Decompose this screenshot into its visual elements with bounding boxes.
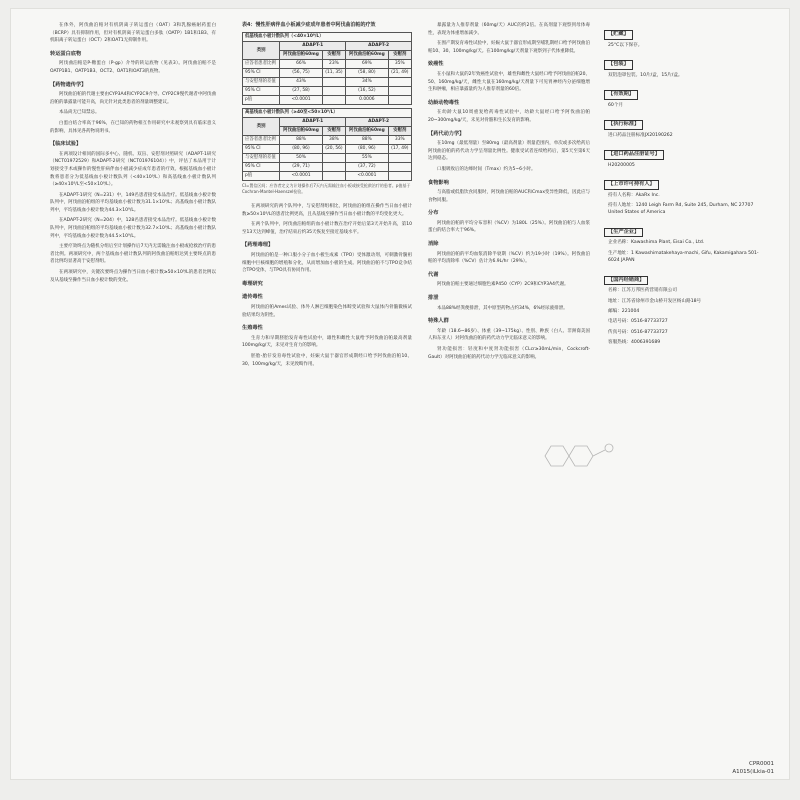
section-title: 幼龄动物毒性 (428, 99, 460, 106)
table-header-cell: 类别 (243, 42, 280, 60)
paragraph: 本品88%经粪便排泄，其中原型药物占约34%，6%经尿液排泄。 (437, 305, 568, 311)
paragraph: 与高脂或低脂饮食同服时，阿伐曲泊帕的AUC和Cmax变异性降低，因此应与食物同服。 (428, 190, 590, 203)
paragraph: 在ADAPT-2研究（N=204）中，128名患者接受本品治疗。低基线血小板计数队列中，阿伐曲泊帕组的平均基线血小板计数为32.7×10⁹/L；高基线血小板计数队列中，平均基线血小板计数为44.5×10⁹/L。 (50, 218, 216, 239)
section-title: 排泄 (428, 295, 439, 302)
info-value: H20200005 (608, 162, 635, 168)
table-row (243, 96, 412, 105)
table-header-cell: ADAPT-2 (346, 118, 412, 127)
section-title: 生殖毒性 (242, 325, 263, 332)
info-heading: 【国内经销商】 (604, 276, 648, 286)
table-cell (388, 78, 411, 87)
table-cell: (27, 58) (280, 87, 323, 96)
table-row (243, 163, 412, 172)
paragraph: 阿伐曲泊帕Ames试验、体外人淋巴细胞染色体畸变试验和大鼠体内骨髓微核试验结果均为阴性。 (242, 304, 412, 318)
paragraph: 年龄（18.6~86岁）、体重（39~175kg）、性别、种族（白人、非洲裔美国人和东亚人）对阿伐曲泊帕的药代动力学无临床意义的影响。 (428, 328, 590, 342)
paragraph: 在两个队列中，阿伐曲泊帕组的血小板计数在治疗开始后第3天开始升高，第10至13天达到峰值，治疗结束后约35天恢复至接近基线水平。 (242, 222, 412, 235)
table-cell: p值 (243, 96, 280, 105)
info-line: 持有人地址：1240 Leigh Farm Rd, Suite 245, Durham, NC 27707 United States of America (608, 203, 754, 216)
table-row (243, 136, 412, 145)
table-cell: 35% (388, 60, 411, 69)
section-title: 消除 (428, 241, 439, 248)
table-cell (388, 172, 411, 181)
efficacy-table-low (242, 32, 412, 105)
info-value: 双铝泡罩包装。10片/盒，15片/盒。 (608, 72, 683, 78)
info-line: 企业名称：Kawashima Plant, Eisai Co., Ltd. (608, 240, 705, 246)
section-title: 【药理毒理】 (242, 242, 274, 249)
paragraph: 在围产期发育毒性试验中，妊娠大鼠于器官形成期至哺乳期经口给予阿伐曲泊帕10、30、100mg/kg/天。在100mg/kg/天剂量下观察到子代体重降低。 (428, 41, 590, 54)
table-cell: 50% (280, 154, 323, 163)
table-cell: 95% CI (243, 69, 280, 78)
table-cell: (11, 35) (322, 69, 345, 78)
section-title: 转运蛋白底物 (50, 50, 82, 57)
section-title: 【临床试验】 (50, 141, 82, 148)
table-subheader-cell: 安慰剂 (322, 127, 345, 136)
table-note: CI=置信区间；应答者定义为计划操作后7天内无需输注血小板或接受抢救治疗的患者。p值基于Cochran-Mantel-Haenszel检验。 (242, 183, 411, 194)
paragraph: 阿伐曲泊帕是一种口服小分子血小板生成素（TPO）受体激动剂，可刺激骨髓祖细胞中巨核细胞的增殖和分化，从而增加血小板的生成。阿伐曲泊帕不与TPO竞争结合TPO受体，与TPO具有协同作用。 (242, 252, 412, 274)
info-heading: 【上市许可持有人】 (604, 180, 659, 190)
table-cell: 与安慰剂的差值 (243, 78, 280, 87)
table-cell: (29, 71) (280, 163, 323, 172)
info-value: 进口药品注册标准JX20190262 (608, 132, 673, 138)
paragraph: 在两项设计相同的国际多中心、随机、双盲、安慰剂对照研究（ADAPT-1研究（NCT01972529）和ADAPT-2研究（NCT01976104））中，评估了本品用于计划接受手术或操作的慢性肝病伴血小板减少症成年患者的疗效。根据基线血小板计数将患者分为低基线血小板计数队列（<40×10⁹/L）和高基线血小板计数队列（≥40×10⁹/L至<50×10⁹/L）。 (50, 151, 216, 188)
table-row (243, 172, 412, 181)
table-cell: 95% CI (243, 163, 280, 172)
table-cell (388, 96, 411, 105)
table-cell: 应答者患者比例 (243, 60, 280, 69)
table-cell: 88% (346, 136, 389, 145)
footer-code-1: CPR0001 (749, 761, 774, 767)
table-cell (322, 154, 345, 163)
info-line: 名称：江苏万邦医药营销有限公司 (608, 288, 677, 294)
table-cell: (80, 96) (280, 145, 323, 154)
table-section-title: 低基线血小板计数队列（<40×10⁹/L） (243, 33, 412, 42)
paragraph: 阿伐曲泊帕的平均血浆消除半衰期（%CV）约为19小时（19%）。阿伐曲泊帕的平均清除率（%CV）估计为6.9L/hr（29%）。 (428, 251, 590, 265)
info-line: 地址：江苏省徐州市金山桥开发区杨山路18号 (608, 298, 702, 304)
table-subheader-cell: 安慰剂 (388, 127, 411, 136)
table-row (243, 154, 412, 163)
table-caption: 表4：慢性肝病伴血小板减少症成年患者中阿伐曲泊帕的疗效 (242, 22, 376, 28)
column-4 (604, 22, 764, 350)
table-header-cell: 类别 (243, 118, 280, 136)
info-heading: 【进口药品注册证号】 (604, 150, 664, 160)
section-title: 代谢 (428, 271, 439, 278)
paragraph: 暴露量为人推荐剂量（60mg/天）AUC的约2倍。在高剂量下观察到母体毒性，表现为体重增加减少。 (428, 23, 590, 36)
info-heading: 【有效期】 (604, 90, 638, 100)
table-subheader-cell: 安慰剂 (388, 51, 411, 60)
table-cell: 55% (346, 154, 389, 163)
column-1 (50, 22, 216, 287)
table-subheader-cell: 阿伐曲泊帕60mg (280, 127, 323, 136)
table-cell (322, 163, 345, 172)
table-header-cell: ADAPT-1 (280, 42, 346, 51)
table-cell (322, 172, 345, 181)
table-row (243, 60, 412, 69)
table-row (243, 69, 412, 78)
table-cell (388, 87, 411, 96)
table-cell: 88% (280, 136, 323, 145)
info-line: 电话号码：0516-87733727 (608, 319, 668, 325)
paragraph: 在小鼠和大鼠的2年致癌性试验中，雄性和雌性大鼠经口给予阿伐曲泊帕20、50、160mg/kg/天，雌性大鼠在160mg/kg/天剂量下可见胃神经内分泌细胞增生和肿瘤，相应暴露量约为人推荐剂量的60倍。 (428, 71, 590, 93)
section-title: 特殊人群 (428, 318, 449, 325)
section-title: 【药代动力学】 (428, 130, 465, 137)
table-cell (322, 78, 345, 87)
table-cell: (80, 96) (346, 145, 389, 154)
chemical-structure-drawing (535, 436, 615, 476)
table-cell: 应答者患者比例 (243, 136, 280, 145)
section-title: 致癌性 (428, 61, 444, 68)
column-2 (242, 22, 412, 371)
table-cell (322, 87, 345, 96)
table-subheader-cell: 阿伐曲泊帕60mg (346, 51, 389, 60)
table-cell (322, 96, 345, 105)
table-cell: 95% CI (243, 87, 280, 96)
info-line: 邮编：221004 (608, 309, 640, 315)
table-cell: (21, 49) (388, 69, 411, 78)
paragraph: 阿伐曲泊帕的代谢主要由CYP3A4和CYP2C9介导。CYP2C9慢代谢者中阿伐曲泊帕的暴露量可能升高，尚无针对此类患者的剂量调整建议。 (50, 92, 216, 105)
paragraph: 在两项研究中，关键次要终点为操作当日血小板计数≥50×10⁹/L的患者比例以及从基线至操作当日血小板计数的变化。 (50, 270, 216, 283)
paragraph: 在两项研究的两个队列中，与安慰剂组相比，阿伐曲泊帕组在操作当日血小板计数≥50×10⁹/L的患者比例更高，且从基线至操作当日血小板计数的平均变化更大。 (242, 204, 412, 217)
table-cell: (58, 80) (346, 69, 389, 78)
info-line: 客服热线：4006391689 (608, 340, 661, 346)
table-cell: 43% (280, 78, 323, 87)
table-cell: 95% CI (243, 145, 280, 154)
table-cell: (20, 56) (322, 145, 345, 154)
paragraph: 在幼龄大鼠10周重复给药毒性试验中，幼龄大鼠经口给予阿伐曲泊帕20~300mg/kg/天，未见对骨骼和生长发育的影响。 (428, 110, 590, 123)
info-heading: 【执行标准】 (604, 120, 643, 130)
info-heading: 【生产企业】 (604, 228, 643, 238)
paragraph: 阿伐曲泊帕是P-糖蛋白（P-gp）介导的转运底物（见表3）。阿伐曲泊帕不是OATP1B1、OATP1B3、OCT2、OAT1和OAT3的底物。 (50, 61, 216, 74)
table-subheader-cell: 阿伐曲泊帕60mg (346, 127, 389, 136)
paragraph: 口服吸收后的达峰时间（Tmax）约为5~6小时。 (437, 166, 536, 172)
section-title: 分布 (428, 210, 439, 217)
info-line: 生产地址：1 Kawashimatakehaya-machi, Gifu, Kakamigahara 501-6024 JAPAN (608, 250, 759, 264)
section-title: 遗传毒性 (242, 294, 263, 301)
table-subheader-cell: 阿伐曲泊帕60mg (280, 51, 323, 60)
info-value: 25°C以下保存。 (608, 42, 643, 48)
table-cell: <0.0001 (280, 172, 323, 181)
table-row (243, 87, 412, 96)
table-cell: 34% (346, 78, 389, 87)
table-cell (388, 154, 411, 163)
paragraph: 在ADAPT-1研究（N=231）中，149名患者接受本品治疗。低基线血小板计数队列中，阿伐曲泊帕组的平均基线血小板计数为31.1×10⁹/L；高基线血小板计数队列中，平均基线血小板计数为44.3×10⁹/L。 (50, 192, 216, 213)
paragraph: 主要疗效终点为随机分组后至计划操作后7天内无需输注血小板或抢救治疗的患者比例。两项研究中，两个基线血小板计数队列的阿伐曲泊帕组达到主要终点的患者比例均显著高于安慰剂组。 (50, 244, 216, 265)
section-title: 【药物遗传学】 (50, 81, 87, 88)
footer-code-2: A1015(iLkia-01 (732, 769, 774, 775)
paragraph: 本品尚无已知禁忌。 (59, 110, 100, 116)
paragraph: 在10mg（最低剂量）至80mg（最高剂量）剂量范围内，单次或多次给药后阿伐曲泊帕的药代动力学呈剂量比例性。健康受试者连续给药后，第5天至第6天达到稳态。 (428, 141, 590, 162)
section-title: 毒理研究 (242, 280, 263, 287)
table-cell: 38% (322, 136, 345, 145)
paragraph: 胚胎-胎仔发育毒性试验中，妊娠大鼠于器官形成期经口给予阿伐曲泊帕10、30、100mg/kg/天，未见致畸作用。 (242, 353, 412, 367)
table-cell: p值 (243, 172, 280, 181)
info-line: 传真号码：0516-87733727 (608, 329, 668, 335)
info-line: 持有人名称：AkaRx Inc. (608, 192, 660, 198)
info-heading: 【包装】 (604, 60, 633, 70)
table-cell: (56, 75) (280, 69, 323, 78)
column-2-body (242, 203, 412, 368)
paragraph: 阿伐曲泊帕的平均分布容积（%CV）为180L（25%）。阿伐曲泊帕与人血浆蛋白的结合率大于96%。 (428, 220, 590, 234)
section-title: 食物影响 (428, 179, 449, 186)
table-cell: (16, 52) (346, 87, 389, 96)
table-subheader-cell: 安慰剂 (322, 51, 345, 60)
table-header-cell: ADAPT-1 (280, 118, 346, 127)
info-value: 60个月 (608, 102, 624, 108)
table-cell: <0.0001 (346, 172, 389, 181)
table-cell: (17, 49) (388, 145, 411, 154)
table-cell: <0.0001 (280, 96, 323, 105)
table-section-title: 高基线血小板计数队列（≥40至<50×10⁹/L） (243, 109, 412, 118)
paragraph: 在体外，阿伐曲泊帕对有机阴离子转运蛋白（OAT）3和乳腺癌耐药蛋白（BCRP）具有抑制作用，但对有机阴离子转运蛋白多肽（OATP）1B1和1B3、有机阳离子转运蛋白（OCT）2和OAT1无抑制作用。 (50, 23, 216, 44)
paragraph: 白蛋白结合率高于96%，在已知的药物相互作用研究中未观察到具有临床意义的影响，具体见各药物说明书。 (50, 120, 216, 134)
table-row (243, 145, 412, 154)
table-cell: 33% (388, 136, 411, 145)
paragraph: 肾功能损害：轻度和中度肾功能损害（CLcr≥30mL/min，Cockcroft-Gault）对阿伐曲泊帕的药代动力学无临床意义的影响。 (428, 347, 590, 360)
table-cell: 23% (322, 60, 345, 69)
table-cell (388, 163, 411, 172)
footer-codes (732, 760, 774, 776)
table-cell: (37, 72) (346, 163, 389, 172)
info-heading: 【贮藏】 (604, 30, 633, 40)
table-cell: 0.0006 (346, 96, 389, 105)
paragraph: 阿伐曲泊帕主要通过细胞色素P450（CYP）2C9和CYP3A4代谢。 (437, 282, 569, 288)
table-cell: 与安慰剂的差值 (243, 154, 280, 163)
column-3 (428, 22, 590, 364)
paragraph: 生育力和早期胚胎发育毒性试验中，雄性和雌性大鼠给予阿伐曲泊帕最高剂量100mg/kg/天，未见对生育力的影响。 (242, 335, 412, 349)
table-row (243, 78, 412, 87)
table-cell: 69% (346, 60, 389, 69)
efficacy-table-high (242, 108, 412, 181)
leaflet-sheet (10, 8, 790, 780)
table-header-cell: ADAPT-2 (346, 42, 412, 51)
table-cell: 66% (280, 60, 323, 69)
